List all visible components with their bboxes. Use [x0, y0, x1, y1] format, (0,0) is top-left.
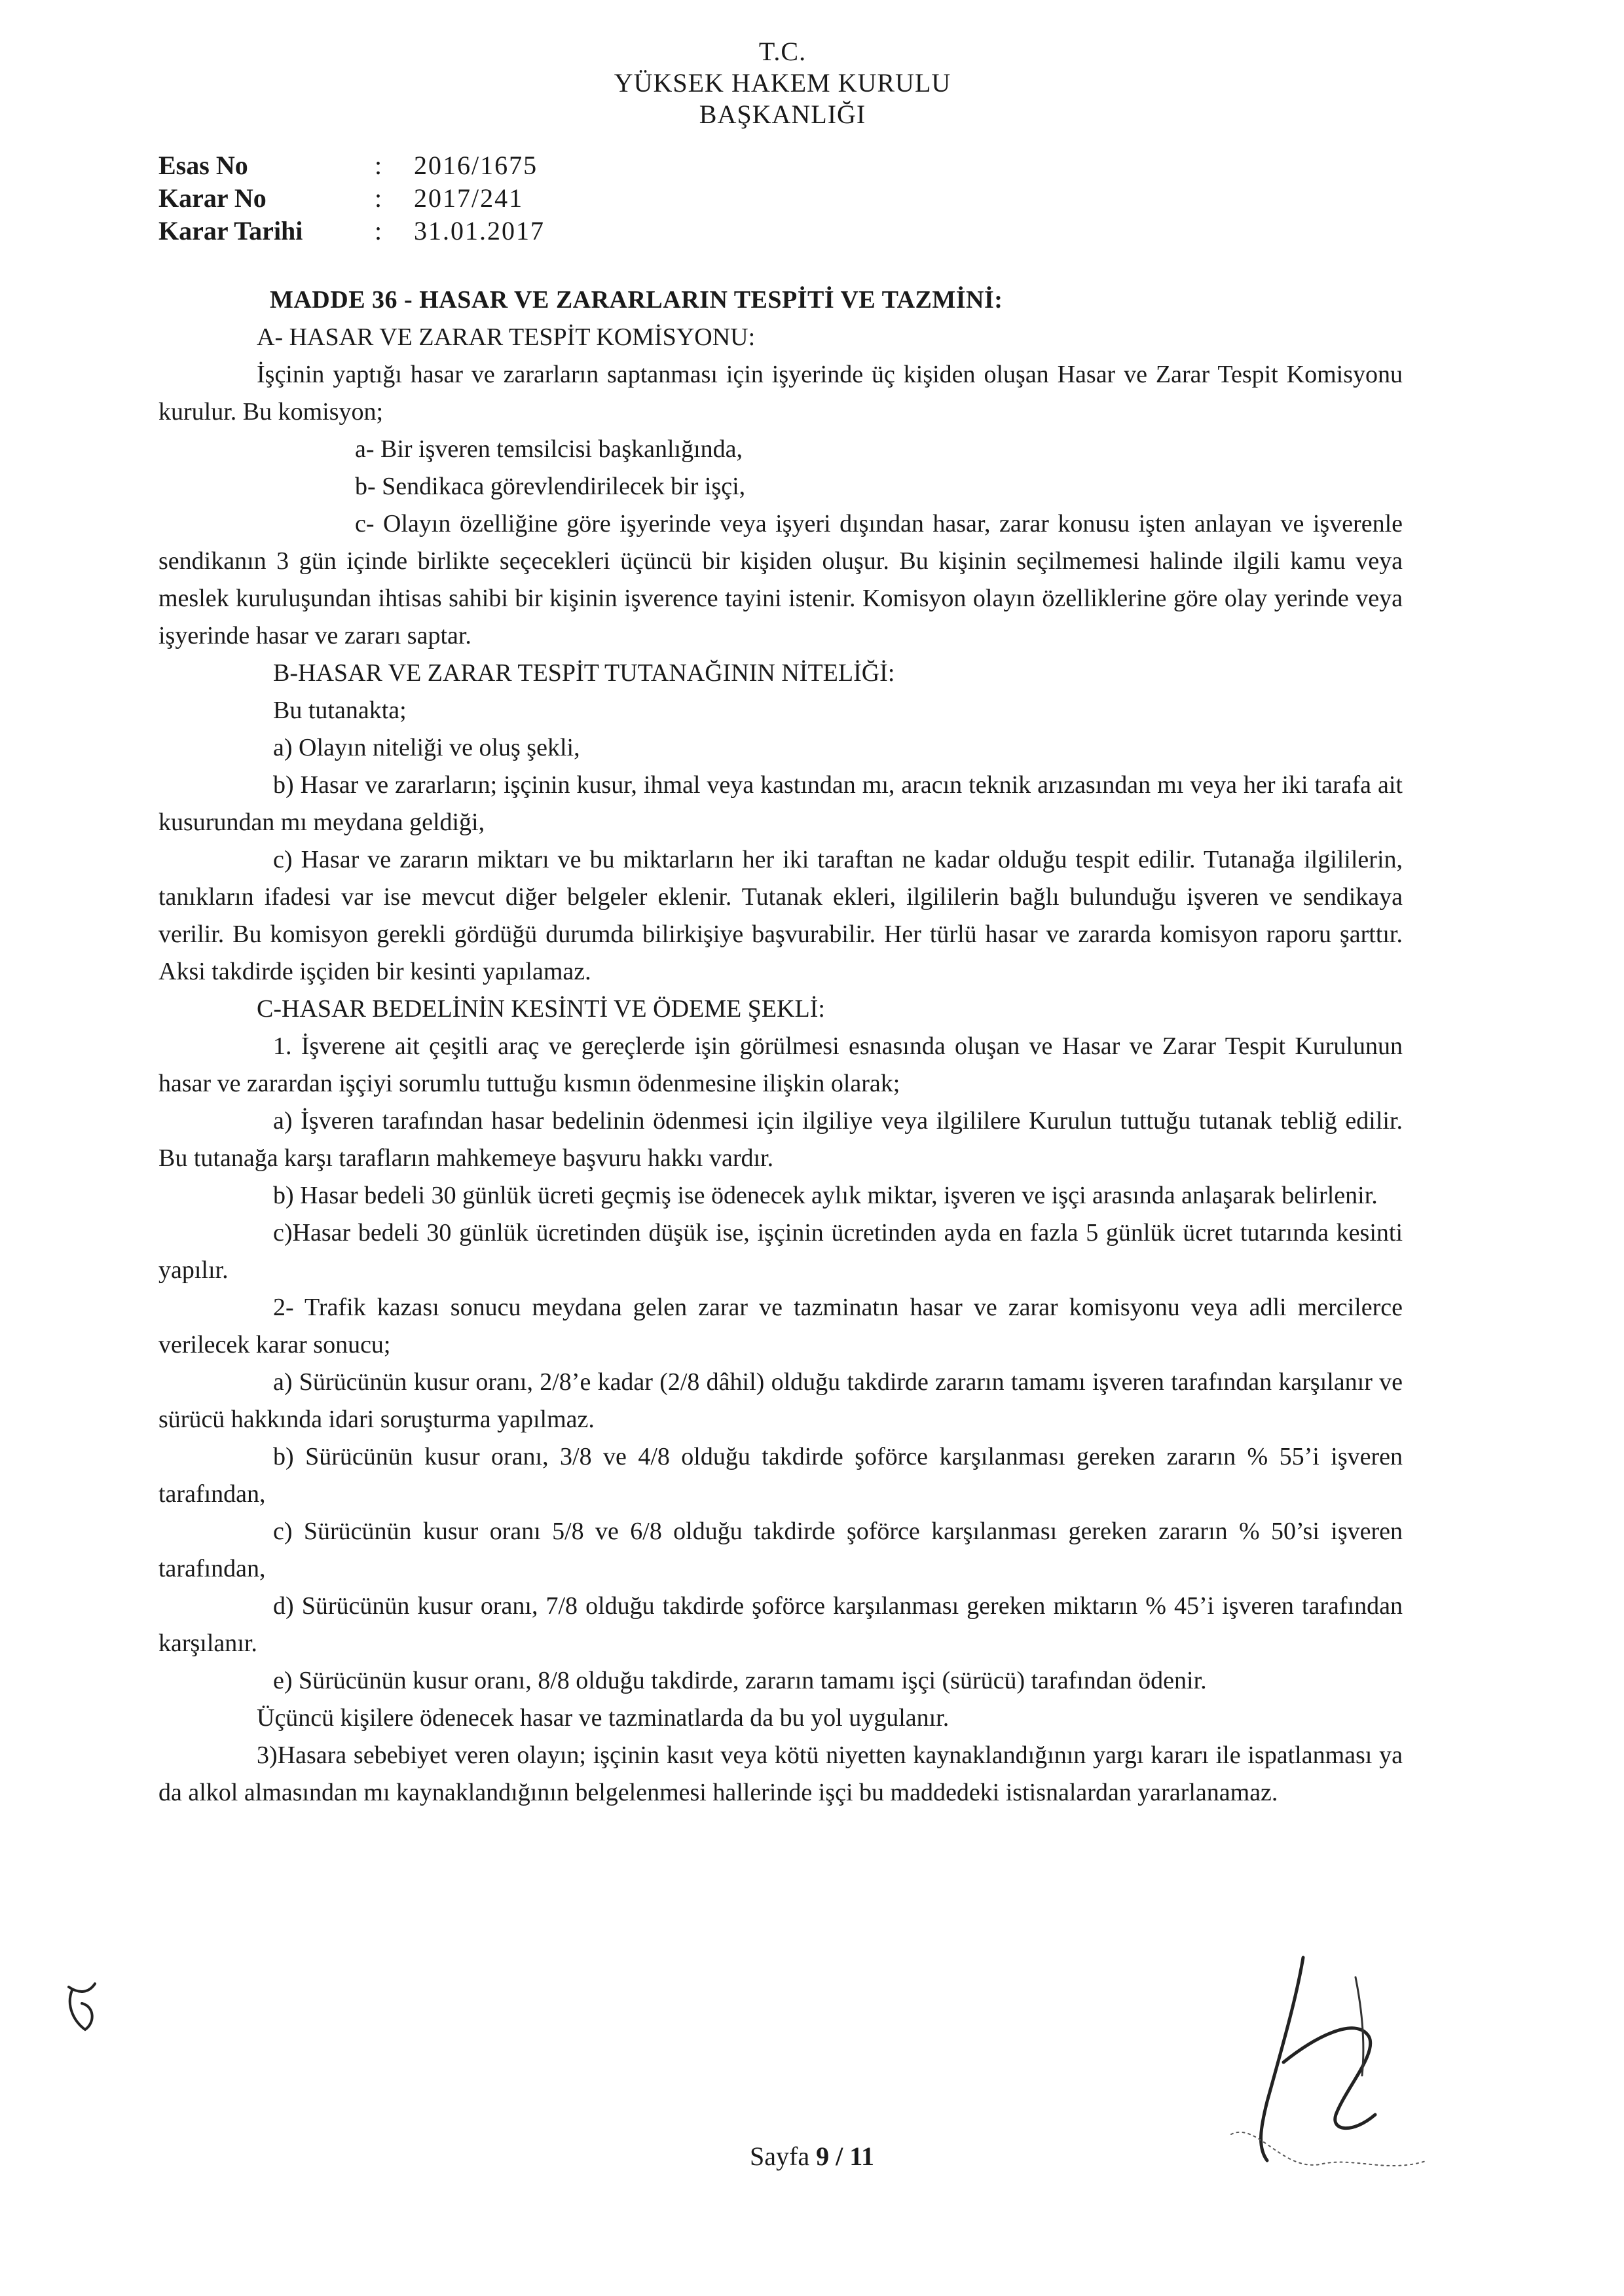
section-b-item-a: a) Olayın niteliği ve oluş şekli, [273, 734, 580, 761]
section-c-p2-e: e) Sürücünün kusur oranı, 8/8 olduğu takdirde, zararın tamamı işçi (sürücü) tarafından ödenir. [273, 1667, 1207, 1694]
section-c-p3: 3)Hasara sebebiyet veren olayın; işçinin kasıt veya kötü niyetten kaynaklandığının yargı kararı ile ispatlanması ya da alkol almasından mı kaynaklandığının belgelenmesi hallerinde işçi bu maddedeki istisnalardan yararlanamaz. [158, 1741, 1403, 1806]
meta-label: Esas No [158, 151, 248, 180]
section-a-item-a: a- Bir işveren temsilcisi başkanlığında, [355, 435, 743, 463]
header-line-presidency: BAŞKANLIĞI [699, 100, 866, 129]
section-c-p2-a: a) Sürücünün kusur oranı, 2/8’e kadar (2/8 dâhil) olduğu takdirde zararın tamamı işveren tarafından karşılanır ve sürücü hakkında idari soruşturma yapılmaz. [158, 1368, 1403, 1433]
section-c-p1-b: b) Hasar bedeli 30 günlük ücreti geçmiş ise ödenecek aylık miktar, işveren ve işçi arasında anlaşarak belirlenir. [273, 1182, 1378, 1209]
section-b-heading: B-HASAR VE ZARAR TESPİT TUTANAĞININ NİTELİĞİ: [273, 659, 895, 687]
article-body [158, 282, 1403, 1812]
section-b-item-b: b) Hasar ve zararların; işçinin kusur, ihmal veya kastından mı, aracın teknik arızasından mı veya her iki tarafa ait kusurundan mı meydana geldiği, [158, 771, 1403, 836]
section-b-intro: Bu tutanakta; [273, 697, 407, 724]
section-c-p2-c: c) Sürücünün kusur oranı 5/8 ve 6/8 olduğu takdirde şoförce karşılanması gereken zararın % 50’si işveren tarafından, [158, 1518, 1403, 1582]
meta-separator: : [375, 183, 382, 213]
section-a-item-c: c- Olayın özelliğine göre işyerinde veya işyeri dışından hasar, zarar konusu işten anlayan ve işverenle sendikanın 3 gün içinde birlikte seçecekleri üçüncü bir kişiden oluşur. Bu kişinin seçilmemesi halinde ilgili kamu veya meslek kuruluşundan ihtisas sahibi bir kişinin işverence tayini istenir. Komisyon olayın özelliklerine göre olay yerinde veya işyerinde hasar ve zararı saptar. [158, 510, 1403, 649]
section-b-item-c: c) Hasar ve zararın miktarı ve bu miktarların her iki taraftan ne kadar olduğu tespit edilir. Tutanağa ilgililerin, tanıkların ifadesi var ise mevcut diğer belgeler eklenir. Tutanak ekleri, ilgililerin bağlı bulunduğu işveren ve sendikaya verilir. Bu komisyon gerekli gördüğü durumda bilirkişiye başvurabilir. Her türlü hasar ve zararda komisyon raporu şarttır. Aksi takdirde işçiden bir kesinti yapılamaz. [158, 846, 1403, 985]
case-meta [158, 149, 545, 247]
page-number-prefix: Sayfa [750, 2141, 817, 2171]
meta-row-tarih [158, 215, 545, 247]
meta-value: 2016/1675 [414, 151, 538, 180]
institution-header [544, 36, 1022, 130]
header-line-institution: YÜKSEK HAKEM KURULU [614, 68, 951, 98]
meta-value: 31.01.2017 [414, 216, 545, 246]
page-number-total: 11 [849, 2141, 874, 2171]
section-c-p2-b: b) Sürücünün kusur oranı, 3/8 ve 4/8 olduğu takdirde şoförce karşılanması gereken zararın % 55’i işveren tarafından, [158, 1443, 1403, 1508]
section-a-intro: İşçinin yaptığı hasar ve zararların saptanması için işyerinde üç kişiden oluşan Hasar ve Zarar Tespit Komisyonu kurulur. Bu komisyon; [158, 361, 1403, 426]
meta-label: Karar Tarihi [158, 216, 303, 246]
section-a-item-b: b- Sendikaca görevlendirilecek bir işçi, [355, 473, 746, 500]
section-c-p1-a: a) İşveren tarafından hasar bedelinin ödenmesi için ilgiliye veya ilgililere Kurulun tuttuğu tutanak tebliğ edilir. Bu tutanağa karşı tarafların mahkemeye başvuru hakkı vardır. [158, 1107, 1403, 1172]
page-number-current: 9 [816, 2141, 830, 2171]
meta-row-karar [158, 182, 545, 215]
margin-initial-mark [59, 1977, 105, 2036]
section-a-heading: A- HASAR VE ZARAR TESPİT KOMİSYONU: [257, 323, 756, 351]
section-c-p2-f: Üçüncü kişilere ödenecek hasar ve tazminatlarda da bu yol uygulanır. [257, 1704, 950, 1732]
article-title: MADDE 36 - HASAR VE ZARARLARIN TESPİTİ VE TAZMİNİ: [270, 286, 1003, 314]
meta-row-esas [158, 149, 545, 182]
section-c-p2-d: d) Sürücünün kusur oranı, 7/8 olduğu takdirde şoförce karşılanması gereken miktarın % 45’i işveren tarafından karşılanır. [158, 1592, 1403, 1657]
meta-value: 2017/241 [414, 183, 524, 213]
meta-separator: : [375, 216, 382, 246]
section-c-heading: C-HASAR BEDELİNİN KESİNTİ VE ÖDEME ŞEKLİ: [257, 995, 825, 1023]
page-number-separator: / [829, 2141, 850, 2171]
header-line-tc: T.C. [758, 37, 807, 66]
meta-label: Karar No [158, 183, 267, 213]
meta-separator: : [375, 151, 382, 180]
section-c-p1-c: c)Hasar bedeli 30 günlük ücretinden düşük ise, işçinin ücretinden ayda en fazla 5 günlük ücret tutarında kesinti yapılır. [158, 1219, 1403, 1284]
handwritten-signature [1205, 1938, 1454, 2187]
section-c-p1: 1. İşverene ait çeşitli araç ve gereçlerde işin görülmesi esnasında oluşan ve Hasar ve Zarar Tespit Kurulunun hasar ve zarardan işçiyi sorumlu tuttuğu kısmın ödenmesine ilişkin olarak; [158, 1032, 1403, 1097]
section-c-p2: 2- Trafik kazası sonucu meydana gelen zarar ve tazminatın hasar ve zarar komisyonu veya adli mercilerce verilecek karar sonucu; [158, 1294, 1403, 1358]
